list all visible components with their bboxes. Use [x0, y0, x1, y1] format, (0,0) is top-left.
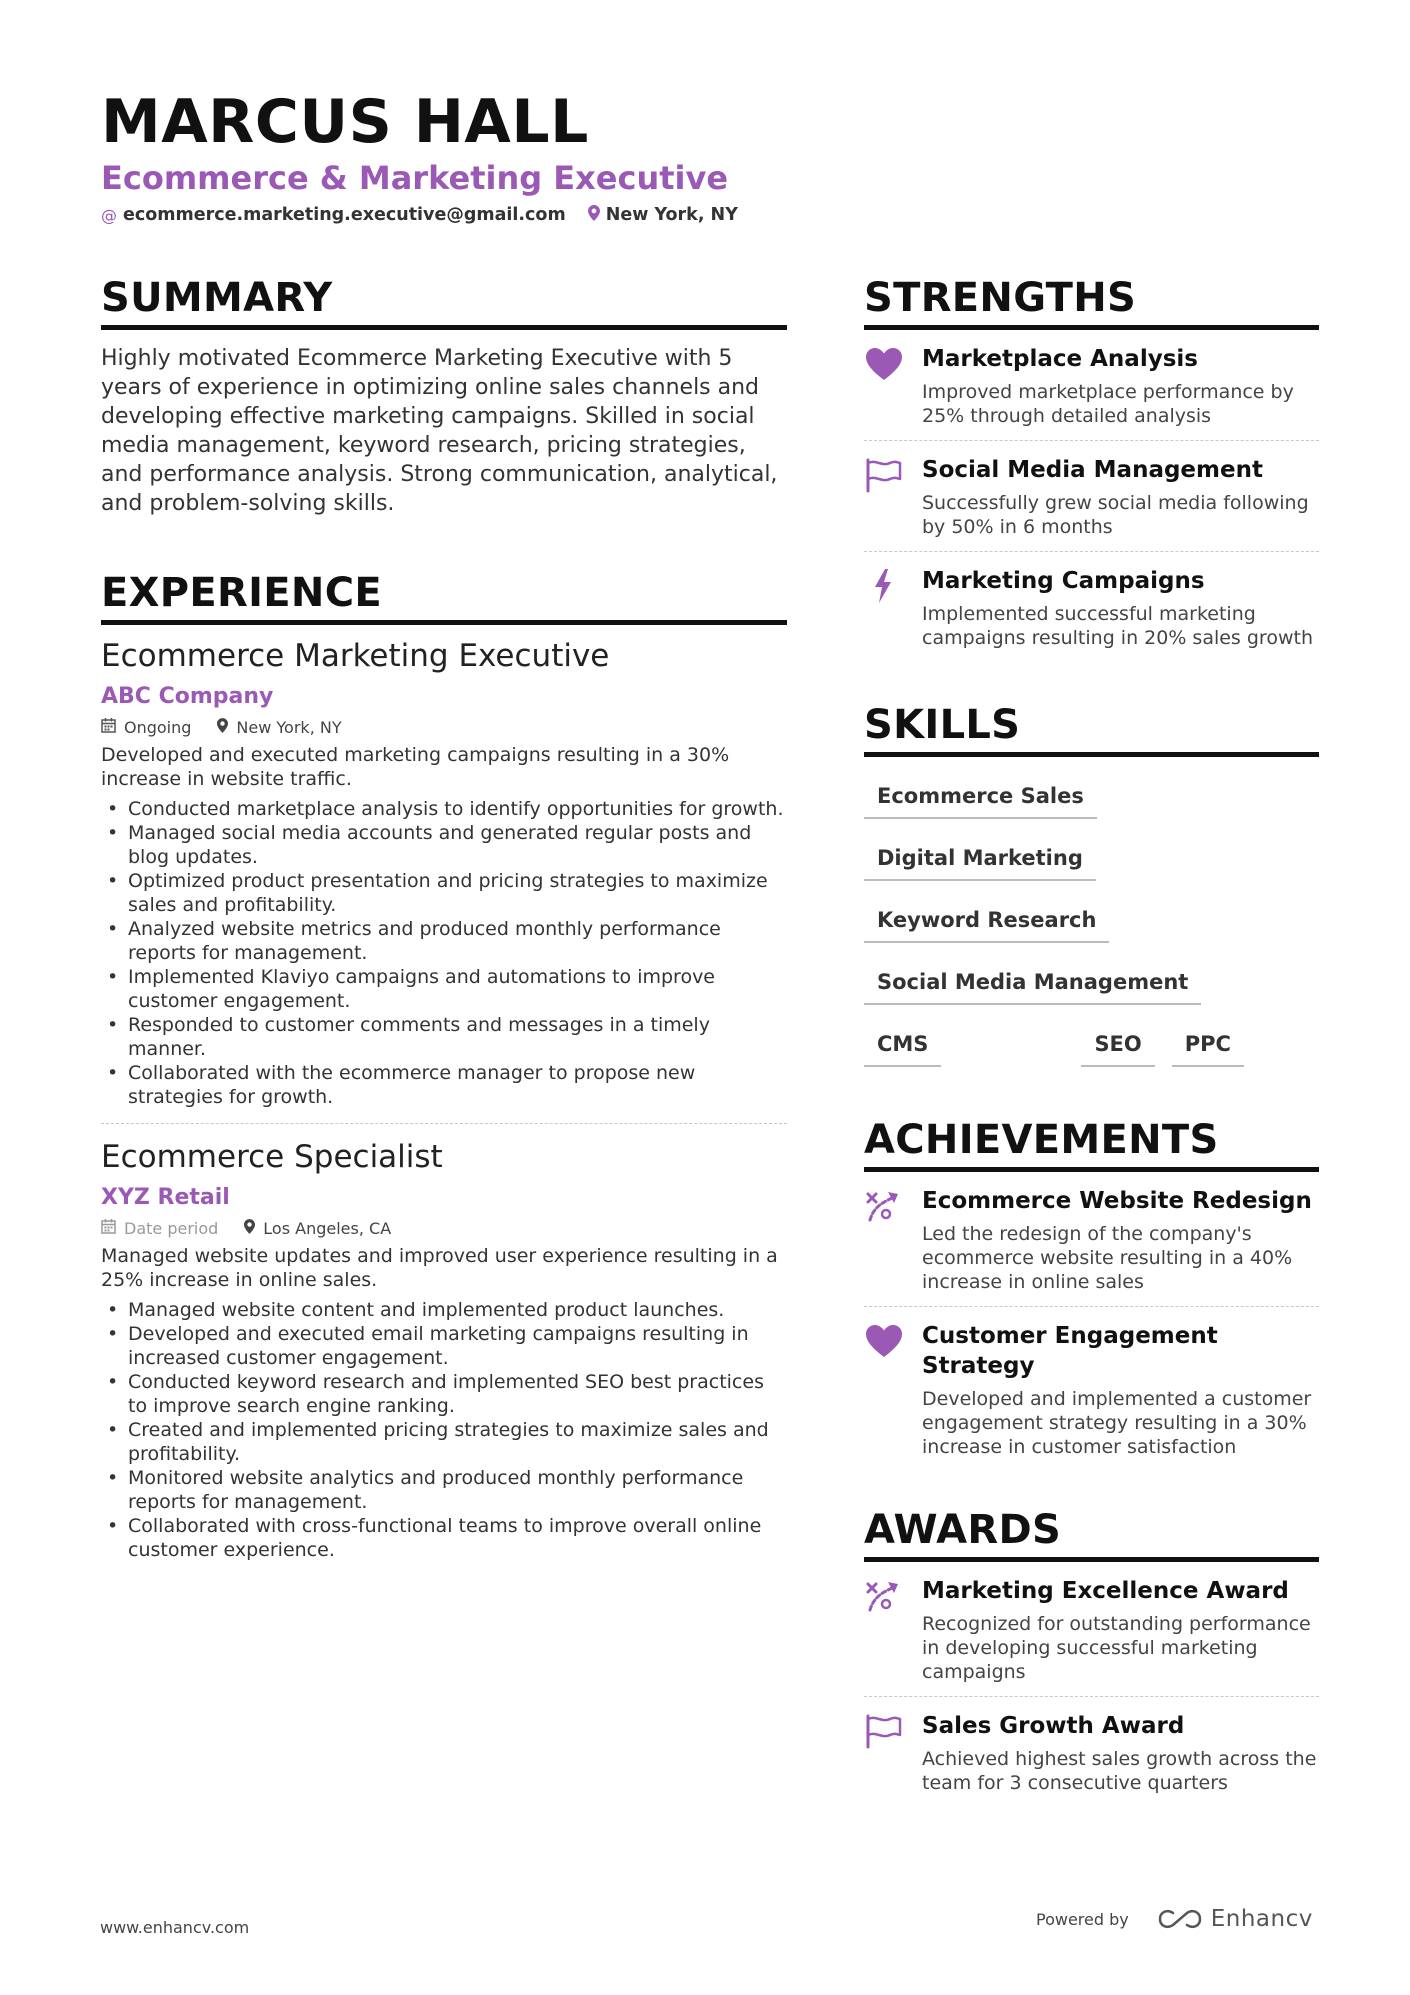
summary-section [101, 275, 787, 518]
job-period [101, 1218, 218, 1240]
strengths-section [864, 275, 1319, 662]
strengths-list [864, 330, 1319, 662]
heart-icon [864, 344, 922, 428]
job-bullet: • Collaborated with cross-functional teams to improve overall online customer experience. [101, 1514, 787, 1562]
awards-section [864, 1507, 1319, 1807]
summary-text: Highly motivated Ecommerce Marketing Executive with 5 years of experience in optimizing online sales channels and developing effective marketing campaigns. Skilled in social media management, keyword research, pricing strategies, and performance analysis. Strong communication, analytical, and problem-solving skills. [101, 346, 778, 516]
job-entry [101, 1123, 787, 1576]
skill-tag: CMS [864, 1025, 941, 1067]
strength-item [864, 551, 1319, 662]
right-column [864, 275, 1319, 1807]
achievement-title: Ecommerce Website Redesign [922, 1188, 1312, 1214]
achievement-title: Customer Engagement Strategy [922, 1323, 1218, 1379]
job-location [244, 1218, 391, 1240]
candidate-name: MARCUS HALL [101, 87, 589, 157]
enhancv-logo-icon [1157, 1907, 1203, 1931]
strength-description: Improved marketplace performance by 25% through detailed analysis [922, 381, 1294, 427]
company-name: ABC Company [101, 684, 274, 709]
achievement-description: Led the redesign of the company's ecommerce website resulting in a 40% increase in online sales [922, 1223, 1293, 1293]
job-location-text: Los Angeles, CA [263, 1219, 392, 1238]
location-text: New York, NY [605, 205, 738, 225]
award-description: Recognized for outstanding performance in developing successful marketing campaigns [922, 1613, 1311, 1683]
award-title: Marketing Excellence Award [922, 1578, 1289, 1604]
job-description: Developed and executed marketing campaigns resulting in a 30% increase in website traffic. [101, 744, 730, 790]
strength-title: Social Media Management [922, 457, 1263, 483]
candidate-headline: Ecommerce & Marketing Executive [101, 159, 729, 197]
job-title: Ecommerce Specialist [101, 1139, 443, 1175]
job-entry [101, 637, 787, 1123]
job-bullet: • Created and implemented pricing strategies to maximize sales and profitability. [101, 1418, 787, 1466]
flag-icon [864, 1711, 922, 1795]
left-column [101, 275, 787, 1576]
job-description: Managed website updates and improved user experience resulting in a 25% increase in online sales. [101, 1245, 778, 1291]
footer-branding [1036, 1906, 1313, 1932]
job-bullet: • Implemented Klaviyo campaigns and automations to improve customer engagement. [101, 965, 787, 1013]
award-item [864, 1696, 1319, 1807]
skill-tag: SEO [1081, 1025, 1154, 1067]
job-bullet: • Managed social media accounts and generated regular posts and blog updates. [101, 821, 787, 869]
job-period-text: Ongoing [124, 718, 192, 737]
skill-tag: Digital Marketing [864, 839, 1096, 881]
skill-tag: Ecommerce Sales [864, 777, 1097, 819]
skills-section [864, 702, 1319, 1081]
skill-tag: PPC [1172, 1025, 1244, 1067]
experience-section [101, 570, 787, 1576]
job-bullet: • Conducted marketplace analysis to identify opportunities for growth. [101, 797, 787, 821]
location-pin-icon [244, 1218, 255, 1240]
contact-bar [101, 205, 760, 225]
email-item[interactable] [101, 205, 566, 225]
flag-icon [864, 455, 922, 539]
skill-tag: Keyword Research [864, 901, 1109, 943]
strength-description: Implemented successful marketing campaigns resulting in 20% sales growth [922, 603, 1313, 649]
job-title: Ecommerce Marketing Executive [101, 638, 610, 674]
brand-logo[interactable] [1157, 1906, 1313, 1932]
job-bullet: • Developed and executed email marketing campaigns resulting in increased customer engagement. [101, 1322, 787, 1370]
job-bullet: • Managed website content and implemented product launches. [101, 1298, 787, 1322]
summary-heading: SUMMARY [101, 275, 787, 330]
strengths-heading: STRENGTHS [864, 275, 1319, 330]
job-bullet: • Responded to customer comments and messages in a timely manner. [101, 1013, 787, 1061]
calendar-icon [101, 717, 116, 739]
experience-heading: EXPERIENCE [101, 570, 787, 625]
strength-description: Successfully grew social media following by 50% in 6 months [922, 492, 1309, 538]
calendar-icon [101, 1218, 116, 1240]
strategy-icon [864, 1576, 922, 1684]
award-description: Achieved highest sales growth across the team for 3 consecutive quarters [922, 1748, 1317, 1794]
job-location [217, 717, 341, 739]
job-period-text: Date period [124, 1219, 219, 1238]
job-bullet: • Collaborated with the ecommerce manager to propose new strategies for growth. [101, 1061, 787, 1109]
strength-item [864, 440, 1319, 551]
strength-title: Marketing Campaigns [922, 568, 1205, 594]
job-location-text: New York, NY [236, 718, 342, 737]
awards-heading: AWARDS [864, 1507, 1319, 1562]
achievement-item [864, 1306, 1319, 1471]
skills-heading: SKILLS [864, 702, 1319, 757]
heart-icon [864, 1321, 922, 1459]
achievements-list [864, 1172, 1319, 1471]
email-text: ecommerce.marketing.executive@gmail.com [123, 205, 566, 225]
achievement-description: Developed and implemented a customer engagement strategy resulting in a 30% increase in customer satisfaction [922, 1388, 1312, 1458]
job-meta [101, 717, 787, 739]
award-title: Sales Growth Award [922, 1713, 1185, 1739]
lightning-icon [864, 566, 922, 650]
location-item [588, 205, 738, 225]
location-pin-icon [588, 205, 600, 225]
brand-name: Enhancv [1210, 1906, 1313, 1932]
awards-list [864, 1562, 1319, 1807]
achievements-heading: ACHIEVEMENTS [864, 1117, 1319, 1172]
achievements-section [864, 1117, 1319, 1471]
job-bullet: • Optimized product presentation and pricing strategies to maximize sales and profitability. [101, 869, 787, 917]
strategy-icon [864, 1186, 922, 1294]
skills-list [864, 757, 1319, 1081]
at-icon: @ [101, 205, 117, 225]
company-name: XYZ Retail [101, 1185, 230, 1210]
powered-by-text: Powered by [1036, 1909, 1129, 1929]
strength-item [864, 330, 1319, 440]
job-bullet: • Analyzed website metrics and produced monthly performance reports for management. [101, 917, 787, 965]
job-period [101, 717, 191, 739]
job-bullet: • Conducted keyword research and implemented SEO best practices to improve search engine ranking. [101, 1370, 787, 1418]
strength-title: Marketplace Analysis [922, 346, 1198, 372]
job-bullet: • Monitored website analytics and produced monthly performance reports for management. [101, 1466, 787, 1514]
job-meta [101, 1218, 787, 1240]
job-bullets [101, 1298, 787, 1562]
location-pin-icon [217, 717, 228, 739]
footer-website-link[interactable]: www.enhancv.com [100, 1918, 250, 1937]
skill-tag: Social Media Management [864, 963, 1201, 1005]
award-item [864, 1562, 1319, 1696]
achievement-item [864, 1172, 1319, 1306]
job-bullets [101, 797, 787, 1109]
